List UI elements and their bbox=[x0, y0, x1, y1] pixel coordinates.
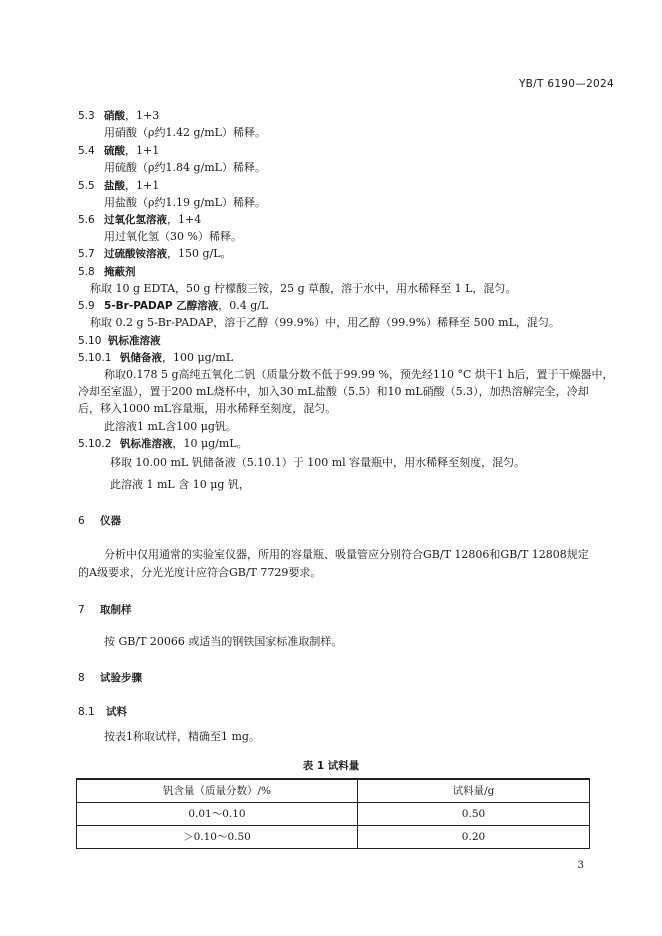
item-number: 5.6 bbox=[78, 214, 95, 226]
item-number: 5.9 bbox=[78, 300, 95, 312]
table-cell: ＞0.10～0.50 bbox=[77, 826, 358, 849]
table-header-row bbox=[77, 779, 590, 803]
item-title: 盐酸 bbox=[104, 180, 125, 192]
item-title: 钒标准溶液 bbox=[120, 438, 173, 450]
item-title: 掩蔽剂 bbox=[104, 266, 136, 278]
item-title: 过硫酸铵溶液 bbox=[104, 248, 167, 260]
section-7-line: 按 GB/T 20066 或适当的钢铁国家标准取制样。 bbox=[104, 635, 343, 648]
section-6-line-1: 分析中仅用通常的实验室仪器，所用的容量瓶、吸量管应分别符合GB/T 12806和GB/T 12808规定 bbox=[104, 548, 589, 561]
item-number: 5.7 bbox=[78, 248, 95, 260]
item-5-7-heading bbox=[78, 246, 232, 262]
item-5-10-1-line-3: 后，移入1000 mL容量瓶，用水稀释至刻度，混匀。 bbox=[78, 402, 337, 415]
section-8-heading bbox=[78, 670, 142, 686]
table-row bbox=[77, 826, 590, 849]
item-spec: ，150 g/L。 bbox=[167, 247, 232, 260]
item-number: 5.3 bbox=[78, 110, 95, 122]
section-8-1-line: 按表1称取试样，精确至1 mg。 bbox=[104, 730, 260, 743]
section-6-line-2: 的A级要求，分光光度计应符合GB/T 7729要求。 bbox=[78, 566, 322, 579]
item-number: 5.5 bbox=[78, 180, 95, 192]
item-5-10-1-line-1: 称取0.178 5 g高纯五氧化二钒（质量分数不低于99.99 %，预先经110 °C 烘干1 h后，置于干燥器中， bbox=[104, 368, 614, 381]
table-cell: 0.50 bbox=[358, 803, 590, 826]
item-number: 5.10 bbox=[78, 335, 102, 347]
item-spec: ，100 μg/mL bbox=[162, 351, 234, 364]
item-spec: ，0.4 g/L bbox=[218, 299, 269, 312]
section-number: 6 bbox=[78, 515, 85, 527]
item-5-3-desc: 用硝酸（ρ约1.42 g/mL）稀释。 bbox=[104, 126, 266, 139]
item-5-5-heading bbox=[78, 178, 159, 194]
item-5-10-2-line: 移取 10.00 mL 钒储备液（5.10.1）于 100 ml 容量瓶中，用水稀释至刻度，混匀。 bbox=[110, 456, 526, 469]
section-7-heading bbox=[78, 602, 132, 618]
item-title: 钒储备液 bbox=[120, 352, 162, 364]
item-title: 5-Br-PADAP 乙醇溶液 bbox=[104, 300, 219, 312]
table-caption: 表 1 试料量 bbox=[302, 760, 360, 772]
table-header-vanadium-content: 钒含量（质量分数）/% bbox=[77, 779, 358, 803]
section-6-heading bbox=[78, 513, 121, 529]
sample-mass-table bbox=[76, 778, 590, 849]
item-5-5-desc: 用盐酸（ρ约1.19 g/mL）稀释。 bbox=[104, 196, 266, 209]
item-number: 5.10.1 bbox=[78, 352, 112, 364]
item-5-10-1-line-2: 冷却至室温），置于200 mL烧杯中，加入30 mL盐酸（5.5）和10 mL硝酸（5.3），加热溶解完全，冷却 bbox=[78, 385, 589, 398]
section-title: 试料 bbox=[106, 706, 127, 718]
section-number: 8.1 bbox=[78, 706, 95, 718]
item-5-9-heading bbox=[78, 298, 268, 314]
item-5-8-desc: 称取 10 g EDTA，50 g 柠檬酸三铵，25 g 草酸，溶于水中，用水稀释至 1 L，混匀。 bbox=[90, 282, 517, 295]
item-5-6-heading bbox=[78, 212, 201, 228]
item-number: 5.8 bbox=[78, 266, 95, 278]
item-spec: ，1+3 bbox=[125, 109, 160, 122]
item-5-3-heading bbox=[78, 108, 159, 124]
section-title: 仪器 bbox=[100, 515, 121, 527]
section-8-1-heading bbox=[78, 704, 127, 720]
section-number: 7 bbox=[78, 604, 85, 616]
section-title: 取制样 bbox=[100, 604, 132, 616]
item-spec: ，1+4 bbox=[167, 213, 202, 226]
item-5-6-desc: 用过氧化氢（30 %）稀释。 bbox=[104, 230, 242, 243]
item-title: 硝酸 bbox=[104, 110, 125, 122]
item-title: 钒标准溶液 bbox=[108, 335, 161, 347]
item-number: 5.4 bbox=[78, 145, 95, 157]
table-cell: 0.20 bbox=[358, 826, 590, 849]
item-5-9-desc: 称取 0.2 g 5-Br-PADAP，溶于乙醇（99.9%）中，用乙醇（99.9%）稀释至 500 mL，混匀。 bbox=[90, 316, 560, 329]
item-number: 5.10.2 bbox=[78, 438, 112, 450]
page-number: 3 bbox=[577, 860, 584, 871]
item-5-10-1-heading bbox=[78, 350, 233, 366]
item-5-4-desc: 用硫酸（ρ约1.84 g/mL）稀释。 bbox=[104, 161, 266, 174]
item-5-4-heading bbox=[78, 143, 159, 159]
item-5-10-heading bbox=[78, 333, 161, 349]
item-title: 硫酸 bbox=[104, 145, 125, 157]
item-spec: ，1+1 bbox=[125, 144, 160, 157]
table-cell: 0.01～0.10 bbox=[77, 803, 358, 826]
item-5-10-2-heading bbox=[78, 436, 248, 452]
item-5-10-1-note: 此溶液1 mL含100 μg钒。 bbox=[104, 420, 237, 433]
section-number: 8 bbox=[78, 672, 85, 684]
item-5-8-heading bbox=[78, 264, 136, 280]
section-title: 试验步骤 bbox=[100, 672, 142, 684]
standard-code: YB/T 6190—2024 bbox=[518, 78, 614, 90]
item-title: 过氧化氢溶液 bbox=[104, 214, 167, 226]
item-5-10-2-note: 此溶液 1 mL 含 10 μg 钒， bbox=[110, 478, 250, 491]
item-spec: ，10 μg/mL。 bbox=[172, 437, 248, 450]
item-spec: ，1+1 bbox=[125, 179, 160, 192]
table-header-sample-mass: 试料量/g bbox=[358, 779, 590, 803]
table-row bbox=[77, 803, 590, 826]
